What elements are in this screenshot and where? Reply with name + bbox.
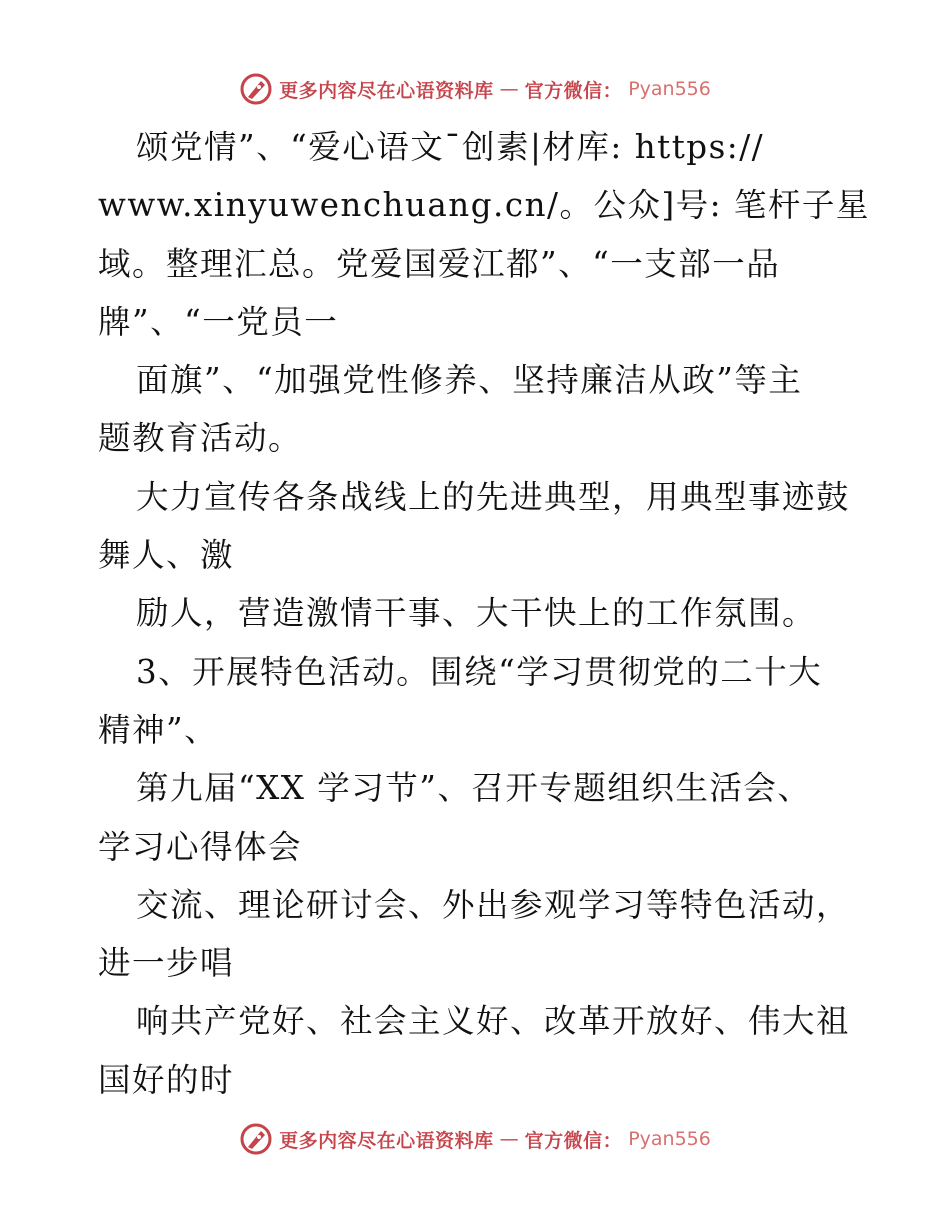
header-watermark [0,72,950,106]
pen-nib-logo [239,72,273,106]
watermark-wechat-id: Pyan556 [628,78,711,100]
body-line: 牌”、“一党员一 [98,302,339,341]
body-line: 大力宣传各条战线上的先进典型，用典型事迹鼓 [136,477,851,516]
watermark-official: 官方微信： [524,79,623,102]
body-line: www.xinyuwenchuang.cn/。公众]号: 笔杆子星 [98,186,870,225]
watermark-text: 更多内容尽在心语资料库 [279,1129,494,1152]
body-line: 面旗”、“加强党性修养、坚持廉洁从政”等主 [136,361,803,400]
body-line: 3、开展特色活动。围绕“学习贯彻党的二十大 [136,652,823,691]
body-line: 题教育活动。 [98,419,303,458]
body-line: 舞人、激 [98,536,235,575]
body-line: 学习心得体会 [98,827,303,866]
body-line: 精神”、 [98,710,219,749]
watermark-wechat-id: Pyan556 [628,1128,711,1150]
watermark-official: 官方微信： [524,1129,623,1152]
watermark-text: 更多内容尽在心语资料库 [279,79,494,102]
body-line: 国好的时 [98,1060,235,1099]
body-line: 颂党情”、“爱心语文¯创素|材库: https:// [136,128,765,166]
body-line: 交流、理论研讨会、外出参观学习等特色活动， [136,885,851,924]
body-line: 域。整理汇总。党爱国爱江都”、“一支部一品 [98,244,781,283]
body-line: 第九届“XX 学习节”、召开专题组织生活会、 [136,769,812,808]
body-line: 励人，营造激情干事、大干快上的工作氛围。 [136,594,817,633]
body-line: 进一步唱 [98,944,235,983]
watermark-separator: — [499,78,519,100]
watermark-separator: — [499,1128,519,1150]
pen-nib-logo [239,1122,273,1156]
footer-watermark [0,1122,950,1156]
body-line: 响共产党好、社会主义好、改革开放好、伟大祖 [136,1002,851,1041]
document-body [98,118,868,1109]
